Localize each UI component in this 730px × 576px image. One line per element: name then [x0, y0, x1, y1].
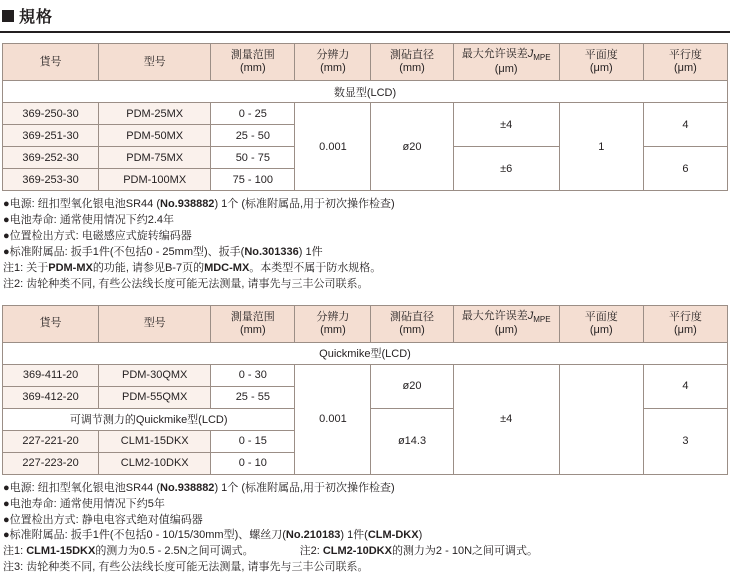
title-square-icon — [2, 10, 14, 22]
col-header-flatness: 平面度 (μm) — [559, 305, 643, 342]
notes-block-1 — [3, 197, 730, 293]
cell-mpe: ±4 — [453, 103, 559, 147]
group-label: 可调节测力的Quickmike型(LCD) — [3, 408, 295, 430]
cell-model: PDM-55QMX — [99, 386, 211, 408]
page-title-text: 規格 — [19, 9, 54, 26]
note-power: ●电源: 纽扣型氧化银电池SR44 (No.938882) 1个 (标准附属品,用于初次操作检查) — [3, 481, 395, 494]
cell-resolution: 0.001 — [295, 103, 371, 191]
group-label: 数显型(LCD) — [3, 81, 728, 103]
page-title — [0, 0, 730, 29]
note-2: 注2: 齿轮种类不同, 有些公法线长度可能无法测量, 请事先与三丰公司联系。 — [3, 277, 369, 290]
title-divider — [0, 31, 730, 33]
spec-table-1 — [2, 43, 728, 191]
cell-code: 227-223-20 — [3, 452, 99, 474]
cell-range: 25 - 55 — [211, 386, 295, 408]
cell-code: 369-253-30 — [3, 169, 99, 191]
col-header-anvil-diameter: 測砧直径 (mm) — [371, 44, 453, 81]
group-label-row — [3, 81, 728, 103]
cell-code: 227-221-20 — [3, 430, 99, 452]
spec-table-2 — [2, 305, 728, 475]
section-spacer — [0, 293, 730, 305]
cell-range: 75 - 100 — [211, 169, 295, 191]
cell-model: PDM-100MX — [99, 169, 211, 191]
cell-range: 0 - 15 — [211, 430, 295, 452]
note-3: 注3: 齿轮种类不同, 有些公法线长度可能无法测量, 请事先与三丰公司联系。 — [3, 561, 369, 574]
col-header-anvil-diameter: 測砧直径 (mm) — [371, 305, 453, 342]
cell-range: 50 - 75 — [211, 147, 295, 169]
col-header-mpe: 最大允许误差$J_{MPE}$ (μm) — [453, 44, 559, 81]
note-detection-method: ●位置检出方式: 静电电容式绝对值编码器 — [3, 513, 203, 526]
note-2: 注2: CLM2-10DKX的测力为2 - 10N之间可调式。 — [299, 545, 539, 558]
cell-flatness: 1 — [559, 103, 643, 191]
col-header-range: 測量范围 (mm) — [211, 44, 295, 81]
cell-parallelism: 3 — [643, 408, 727, 474]
notes-block-2 — [3, 481, 730, 576]
col-header-resolution: 分辨力 (mm) — [295, 44, 371, 81]
cell-code: 369-252-30 — [3, 147, 99, 169]
cell-model: CLM1-15DKX — [99, 430, 211, 452]
cell-mpe: ±6 — [453, 147, 559, 191]
col-header-flatness: 平面度 (μm) — [559, 44, 643, 81]
cell-range: 25 - 50 — [211, 125, 295, 147]
cell-mpe: ±4 — [453, 364, 559, 474]
note-accessories: ●标准附属品: 扳手1件(不包括0 - 25mm型)、扳手(No.301336) 1件 — [3, 245, 323, 258]
cell-model: PDM-30QMX — [99, 364, 211, 386]
cell-model: PDM-25MX — [99, 103, 211, 125]
col-header-parallelism: 平行度 (μm) — [643, 305, 727, 342]
note-power: ●电源: 纽扣型氧化银电池SR44 (No.938882) 1个 (标准附属品,用于初次操作检查) — [3, 198, 395, 210]
cell-model: PDM-50MX — [99, 125, 211, 147]
note-battery-life: ●电池寿命: 通常使用情况下约5年 — [3, 497, 165, 510]
col-header-range: 測量范围 (mm) — [211, 305, 295, 342]
note-battery-life: ●电池寿命: 通常使用情况下约2.4年 — [3, 213, 175, 226]
col-header-code: 貨号 — [3, 305, 99, 342]
col-header-model: 型号 — [99, 44, 211, 81]
table-row — [3, 364, 728, 386]
cell-code: 369-250-30 — [3, 103, 99, 125]
table-header-row — [3, 305, 728, 342]
cell-parallelism: 4 — [643, 103, 727, 147]
group-label-row — [3, 342, 728, 364]
note-1: 注1: CLM1-15DKX的测力为0.5 - 2.5N之间可调式。 — [3, 545, 254, 558]
group-label: Quickmike型(LCD) — [3, 342, 728, 364]
col-header-model: 型号 — [99, 305, 211, 342]
cell-range: 0 - 30 — [211, 364, 295, 386]
cell-model: PDM-75MX — [99, 147, 211, 169]
note-accessories: ●标准附属品: 扳手1件(不包括0 - 10/15/30mm型)、螺丝刀(No.210183) 1件(CLM-DKX) — [3, 529, 423, 542]
cell-flatness — [559, 364, 643, 474]
cell-code: 369-251-30 — [3, 125, 99, 147]
cell-range: 0 - 25 — [211, 103, 295, 125]
col-header-code: 貨号 — [3, 44, 99, 81]
col-header-mpe: 最大允许误差$J_{MPE}$ (μm) — [453, 305, 559, 342]
table-row — [3, 103, 728, 125]
cell-anvil-diameter: ø20 — [371, 364, 453, 408]
cell-code: 369-411-20 — [3, 364, 99, 386]
cell-parallelism: 6 — [643, 147, 727, 191]
cell-anvil-diameter: ø14.3 — [371, 408, 453, 474]
col-header-resolution: 分辨力 (mm) — [295, 305, 371, 342]
cell-model: CLM2-10DKX — [99, 452, 211, 474]
cell-code: 369-412-20 — [3, 386, 99, 408]
col-header-parallelism: 平行度 (μm) — [643, 44, 727, 81]
cell-resolution: 0.001 — [295, 364, 371, 474]
cell-range: 0 - 10 — [211, 452, 295, 474]
note-1: 注1: 关于PDM-MX的功能, 请参见B-7页的MDC-MX。本类型不属于防水规格。 — [3, 261, 382, 274]
table-header-row — [3, 44, 728, 81]
note-detection-method: ●位置检出方式: 电磁感应式旋转编码器 — [3, 229, 192, 242]
cell-anvil-diameter: ø20 — [371, 103, 453, 191]
note-row — [3, 544, 730, 560]
cell-parallelism: 4 — [643, 364, 727, 408]
